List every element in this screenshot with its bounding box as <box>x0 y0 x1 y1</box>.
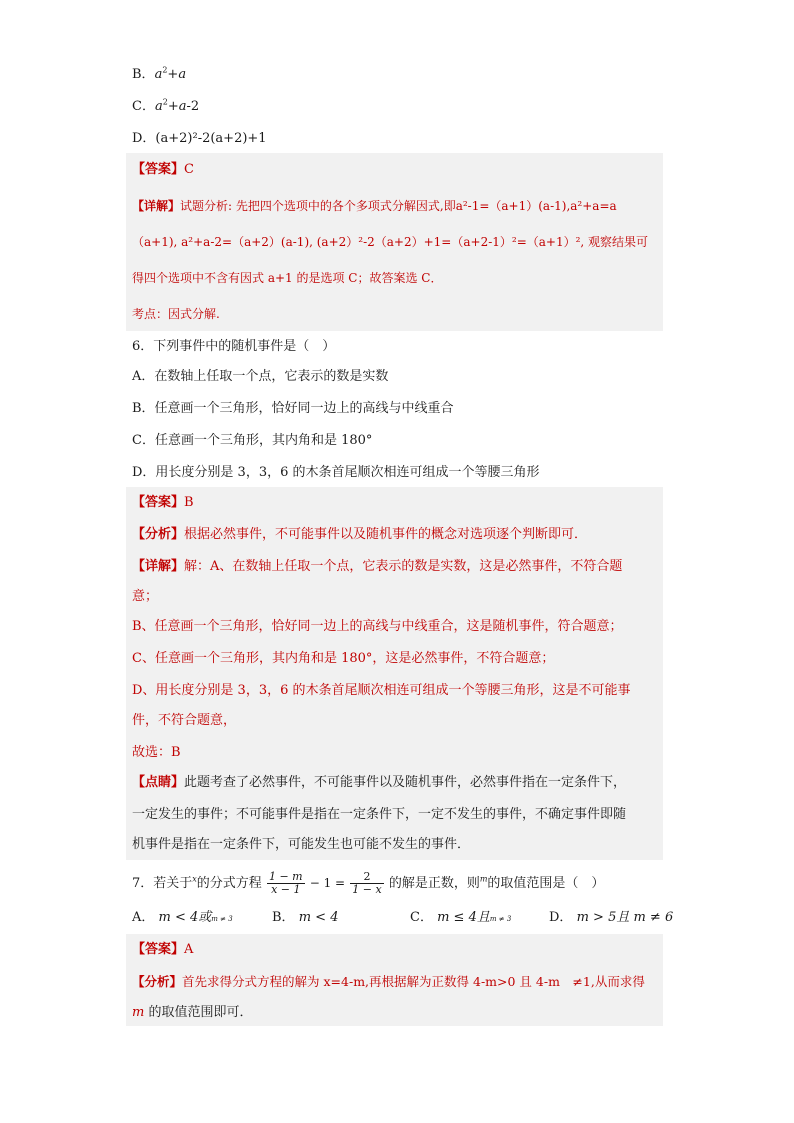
q7-stem: 7．若关于$^x$的分式方程 $\frac{1 - m}{x - 1}$ − 1 = $\frac{2}{1 - x}$ 的解是正数，则$^m$的取值范围是（ ） <box>132 870 605 896</box>
q6-comment-line3: 机事件是指在一定条件下，可能发生也可能不发生的事件． <box>132 837 471 852</box>
q7-fraction-right: $\frac{2}{1 - x}$ <box>352 870 382 896</box>
q7-option-b: B． m < 4 <box>272 910 339 925</box>
q6-comment-line2: 一定发生的事件；不可能事件是指在一定条件下，一定不发生的事件，不确定事件即随 <box>132 807 627 822</box>
q6-choose: 故选：B <box>132 745 181 760</box>
q7-fraction-left: $\frac{1 - m}{x - 1}$ <box>268 870 303 896</box>
q6-analysis: 【分析】根据必然事件，不可能事件以及随机事件的概念对选项逐个判断即可． <box>132 527 588 542</box>
q5-detail-line3: 得四个选项中不含有因式 a+1 的是选项 C；故答案选 C． <box>132 271 443 285</box>
q7-answer: 【答案】A <box>132 942 194 957</box>
q6-answer: 【答案】B <box>132 495 194 510</box>
q6-detail-line5: D、用长度分别是 3，3，6 的木条首尾顺次相连可组成一个等腰三角形，这是不可能事 <box>132 683 631 698</box>
q6-detail-line3: B、任意画一个三角形，恰好同一边上的高线与中线重合，这是随机事件，符合题意； <box>132 619 623 634</box>
q5-detail-line2: （a+1), a²+a-2=（a+2）(a-1), (a+2）²-2（a+2）+1=（a+2-1）²=（a+1）², 观察结果可 <box>132 235 649 249</box>
q7-analysis-line2: m 的取值范围即可． <box>132 1005 253 1020</box>
q5-kaodian: 考点：因式分解. <box>132 307 220 321</box>
q7-option-c: C． m ≤ 4且m ≠ 3 <box>410 910 512 925</box>
q5-detail-line1: 【详解】试题分析: 先把四个选项中的各个多项式分解因式,即a²-1=（a+1）(a-1),a²+a=a <box>132 199 617 213</box>
q6-detail-line4: C、任意画一个三角形，其内角和是 180°，这是必然事件，不符合题意； <box>132 651 555 666</box>
q6-option-c: C．任意画一个三角形，其内角和是 180° <box>132 433 373 448</box>
q6-option-a: A．在数轴上任取一个点，它表示的数是实数 <box>132 369 389 384</box>
q6-detail-line6: 件，不符合题意， <box>132 713 237 728</box>
q7-option-d: D． m > 5且 m ≠ 6 <box>549 910 674 925</box>
q5-option-d: D．(a+2)²-2(a+2)+1 <box>132 131 267 146</box>
q5-option-c: C．$a^2+a-2$ <box>132 97 200 114</box>
q7-analysis-line1: 【分析】首先求得分式方程的解为 x=4-m,再根据解为正数得 4-m>0 且 4-m ≠1,从而求得 <box>132 974 645 989</box>
q6-option-d: D．用长度分别是 3，3，6 的木条首尾顺次相连可组成一个等腰三角形 <box>132 465 540 480</box>
q5-answer: 【答案】C <box>132 162 194 177</box>
q6-stem: 6．下列事件中的随机事件是（ ） <box>132 339 336 354</box>
q6-option-b: B．任意画一个三角形，恰好同一边上的高线与中线重合 <box>132 401 454 416</box>
q6-comment-line1: 【点睛】此题考查了必然事件，不可能事件以及随机事件，必然事件指在一定条件下， <box>132 775 627 790</box>
q6-detail-line1: 【详解】解：A、在数轴上任取一个点，它表示的数是实数，这是必然事件，不符合题 <box>132 559 623 574</box>
q6-detail-line2: 意； <box>132 589 159 604</box>
q7-option-a: A． m < 4或m ≠ 3 <box>132 910 233 925</box>
q5-option-b: B．$a^2+a$ <box>132 65 187 82</box>
